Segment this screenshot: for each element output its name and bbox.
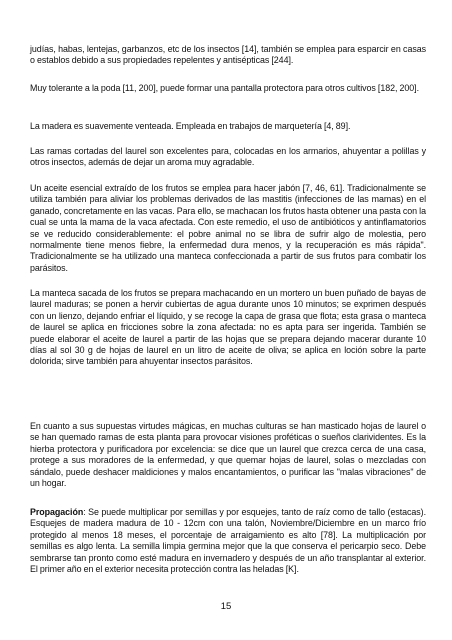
paragraph-propagation xyxy=(30,507,426,575)
paragraph-wood: La madera es suavemente venteada. Empleada en trabajos de marquetería [4, 89]. xyxy=(30,121,351,131)
paragraph-laurel-butter: La manteca sacada de los frutos se prepara machacando en un mortero un buen puñado de bayas de laurel maduras; se ponen a hervir cubiertas de agua durante unos 10 minutos; se exprimen después con un lienzo, dejando enfriar el líquido, y se recoge la capa de grasa que flota; esta grasa o manteca de laurel se aplica en fricciones sobre la zona afectada: no es apta para ser ingerida. También se puede elaborar el aceite de laurel a partir de las hojas que se prepara dejando macerar durante 10 días al sol 30 g de hojas de laurel en un litro de aceite de oliva; se aplica en loción sobre la parte dolorida; sirve también para ahuyentar insectos parásitos. xyxy=(30,288,426,367)
page-number: 15 xyxy=(220,601,232,612)
propagation-text: : Se puede multiplicar por semillas y por esquejes, tanto de raíz como de tallo (estacas). Esquejes de madera madura de 10 - 12cm con una talón, Noviembre/Diciembre en un marco frío protegido al menos 18 meses, el porcentaje de arraigamiento es alto [78]. La multiplicación por semillas es algo lenta. La semilla limpia germina mejor que la que conserva el pericarpio seco. Debe sembrarse tan pronto como esté madura en invernadero y después de un año transplantar al exterior. El primer año en el exterior necesita protección contra las heladas [K]. xyxy=(30,507,426,575)
propagation-label: Propagación xyxy=(30,507,84,517)
paragraph-essential-oil: Un aceite esencial extraído de los frutos se emplea para hacer jabón [7, 46, 61]. Tradicionalmente se utiliza también para aliviar los problemas derivados de las mastitis (infecciones de las mamas) en el ganado, concretamente en las vacas. Para ello, se machacan los frutos hasta obtener una pasta con la cual se unta la mama de la vaca afectada. Con este remedio, el uso de antibióticos y antinflamatorios se ve reducido considerablemente: el pobre animal no se libra de sufrir algo de molestia, pero normalmente tiene menos fiebre, la enfermedad dura menos, y la recuperación es más rápida". Tradicionalmente se ha utilizado una manteca confeccionada a partir de sus frutos para combatir los parásitos. xyxy=(30,183,426,273)
paragraph-insect-repellent: judías, habas, lentejas, garbanzos, etc de los insectos [14], también se emplea para esparcir en casas o establos debido a sus propiedades repelentes y antisépticas [244]. xyxy=(30,44,426,66)
paragraph-magic-virtues: En cuanto a sus supuestas virtudes mágicas, en muchas culturas se han masticado hojas de laurel o se han quemado ramas de esta planta para provocar visiones proféticas o sueños clarividentes. Es la hierba protectora y purificadora por excelencia: se dice que un laurel que crezca cerca de una casa, protege a sus moradores de la enfermedad, y que quemar hojas de laurel, solas o mezcladas con sándalo, puede deshacer maldiciones y malos encantamientos, o purificar las "malas vibraciones" de un hogar. xyxy=(30,421,426,489)
paragraph-cut-branches: Las ramas cortadas del laurel son excelentes para, colocadas en los armarios, ahuyentar a polillas y otros insectos, además de dejar un aroma muy agradable. xyxy=(30,146,426,168)
paragraph-pruning: Muy tolerante a la poda [11, 200], puede formar una pantalla protectora para otros cultivos [182, 200]. xyxy=(30,83,420,93)
